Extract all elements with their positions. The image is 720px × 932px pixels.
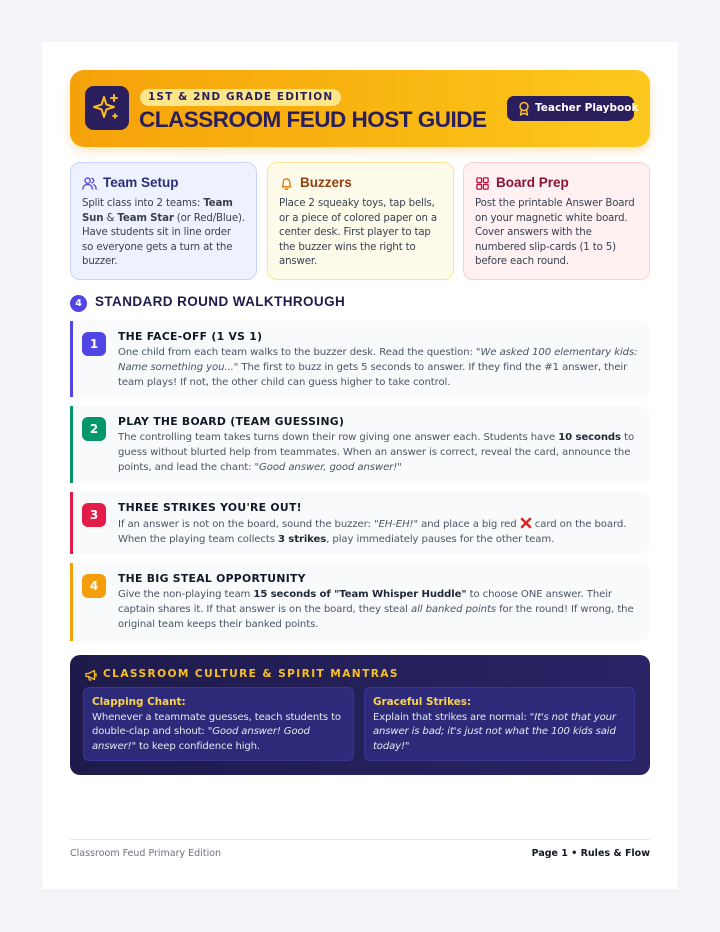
card-title: Buzzers: [300, 175, 352, 190]
step-three-strikes: [70, 492, 650, 554]
text-run: to choose ONE answer. Their captain shares it. If that answer is on the board, they steal: [118, 589, 612, 615]
text-run: Whenever a teammate guesses, teach students to double-clap and shout:: [92, 712, 341, 738]
card-title: Team Setup: [103, 175, 179, 190]
mantra-title: Clapping Chant:: [92, 696, 186, 708]
step-big-steal: [70, 563, 650, 641]
card-body: [279, 197, 442, 270]
award-icon: [517, 101, 531, 116]
step-accent-bar: [70, 563, 73, 641]
italic-text: all banked points: [411, 603, 496, 615]
mantra-body: [373, 711, 626, 754]
italic-text: "EH-EH!": [373, 519, 419, 530]
card-body: [475, 197, 638, 270]
teacher-playbook-button[interactable]: [507, 96, 639, 121]
step-accent-bar: [70, 321, 73, 397]
text-run: Split class into 2 teams:: [82, 198, 204, 209]
text-run: card on the board. When the playing team collects: [118, 519, 627, 545]
bold-text: Team Sun: [82, 198, 233, 224]
text-run: to guess without blurted help from teammates. When an answer is correct, reveal the card, announce the points, and lead the chant:: [118, 432, 635, 473]
step-body: [118, 346, 640, 391]
step-number-badge: 1: [82, 332, 106, 356]
bold-text: 3 strikes: [277, 533, 327, 545]
users-icon: [82, 176, 97, 191]
mantra-graceful-strikes: [364, 687, 635, 761]
step-accent-bar: [70, 406, 73, 483]
teacher-playbook-label: Teacher Playbook: [535, 102, 639, 114]
step-body: [118, 431, 640, 476]
italic-text: "Good answer! Good answer!": [92, 726, 310, 752]
megaphone-icon: [84, 668, 98, 682]
footer-divider: [70, 839, 650, 840]
step-number-badge: 2: [82, 417, 106, 441]
step-title: THE FACE-OFF (1 VS 1): [118, 330, 263, 343]
buzzers-card: [267, 162, 454, 280]
bell-icon: [279, 176, 294, 191]
team-setup-card: [70, 162, 257, 280]
guide-page: [42, 42, 678, 889]
step-number-badge: 4: [82, 574, 106, 598]
text-run: Give the non-playing team: [118, 589, 254, 600]
mantra-clapping-chant: [83, 687, 354, 761]
italic-text: "It's not that your answer is bad; it's just not what the 100 kids said today!": [373, 712, 616, 752]
step-title: PLAY THE BOARD (TEAM GUESSING): [118, 415, 345, 428]
step-title: THREE STRIKES YOU'RE OUT!: [118, 501, 302, 514]
text-run: Place 2 squeaky toys, tap bells, or a piece of colored paper on a center desk. First player to tap the buzzer wins the right to answer.: [279, 198, 437, 268]
text-run: The first to buzz in gets 5 seconds to answer. If they find the #1 answer, their team plays! If not, the other child can guess higher to take control.: [118, 361, 628, 388]
section-number-badge: 4: [70, 295, 87, 312]
edition-badge: 1ST & 2ND GRADE EDITION: [140, 89, 341, 106]
mantra-title: Graceful Strikes:: [373, 696, 472, 708]
step-accent-bar: [70, 492, 73, 554]
text-run: (or Red/Blue). Have students sit in line order so everyone gets a turn at the buzzer.: [82, 212, 245, 268]
bold-text: 15 seconds of "Team Whisper Huddle": [253, 589, 467, 600]
text-run: Explain that strikes are normal:: [373, 712, 530, 723]
step-body: [118, 517, 640, 548]
board-prep-card: [463, 162, 650, 280]
logo-badge: [85, 86, 129, 130]
grid-icon: [475, 176, 490, 191]
step-face-off: [70, 321, 650, 397]
header-banner: [70, 70, 650, 147]
page-title: CLASSROOM FEUD HOST GUIDE: [139, 107, 487, 132]
text-run: The controlling team takes turns down their row giving one answer each. Students have: [118, 432, 559, 443]
card-title: Board Prep: [496, 175, 569, 190]
bold-text: Team Star: [117, 212, 174, 224]
text-run: , play immediately pauses for the other team.: [326, 533, 555, 545]
text-run: for the round! If wrong, the original team keeps their banked points.: [118, 603, 634, 630]
text-run: If an answer is not on the board, sound the buzzer:: [118, 519, 374, 530]
step-number-badge: 3: [82, 503, 106, 527]
sparkles-icon: [85, 86, 129, 130]
mantra-body: [92, 711, 345, 754]
footer-page-info: Page 1 • Rules & Flow: [531, 848, 650, 859]
bold-text: 10 seconds: [558, 432, 621, 443]
step-title: THE BIG STEAL OPPORTUNITY: [118, 572, 306, 585]
text-run: and place a big red: [418, 519, 520, 530]
card-body: [82, 197, 245, 270]
text-run: &: [103, 212, 118, 224]
text-run: One child from each team walks to the buzzer desk. Read the question:: [118, 347, 476, 358]
italic-text: "Good answer, good answer!": [254, 461, 402, 473]
step-play-the-board: [70, 406, 650, 483]
culture-panel: [70, 655, 650, 775]
text-run: Post the printable Answer Board on your magnetic white board. Cover answers with the numbered slip-cards (1 to 5) before each round.: [475, 198, 635, 268]
step-body: [118, 588, 640, 633]
text-run: to keep confidence high.: [135, 740, 260, 752]
italic-text: "We asked 100 elementary kids: Name something you...": [118, 347, 638, 373]
footer-edition: Classroom Feud Primary Edition: [70, 848, 222, 859]
x-mark-icon: [520, 517, 532, 529]
section-title: STANDARD ROUND WALKTHROUGH: [95, 294, 346, 309]
culture-title: CLASSROOM CULTURE & SPIRIT MANTRAS: [103, 668, 399, 680]
